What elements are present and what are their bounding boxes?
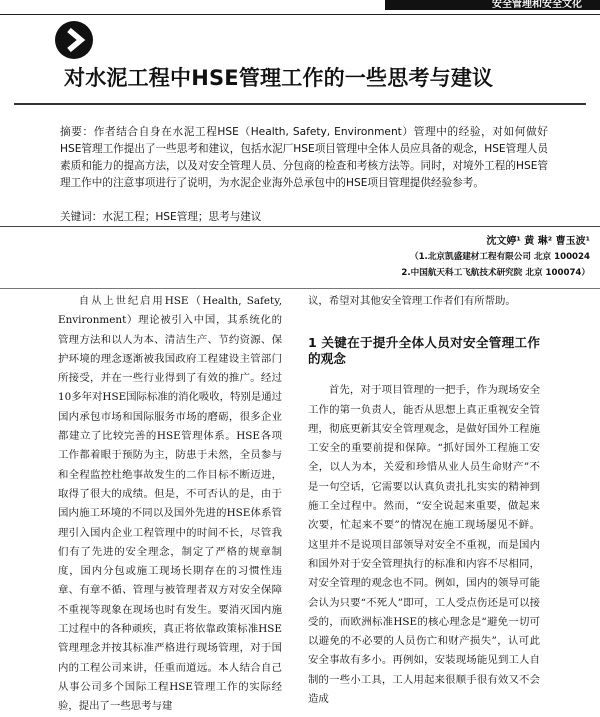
section-paragraph: 首先，对于项目管理的一把手，作为现场安全工作的第一负责人，能否从思想上真正重视安全管理，彻底更新其安全管理观念，是做好国外工程施工安全的重要前提和保障。“抓好国外工程施工安全，以人为本，关爱和珍惜从业人员生命财产”不是一句空话，它需要以认真负责扎扎实实的精神到施工全过程中。然而，“安全说起来重要，做起来次要，忙起来不要”的情况在施工现场屡见不鲜。这里并不是说项目部领导对安全不重视，而是国内和国外对于安全管理执行的标准和内容不尽相同，对安全管理的观念也不同。例如，国内的领导可能会认为只要“不死人”即可，工人受点伤还是可以接受的，而欧洲标准HSE的核心理念是“避免一切可以避免的不必要的人员伤亡和财产损失”，认可此安全事故有多小。再例如，安装现场能见到工人自制的一些小工具，工人用起来很顺手很有效又不会造成	[308, 384, 540, 706]
intro-paragraph-continued: 议，希望对其他安全管理工作者们有所帮助。	[308, 295, 516, 307]
header-divider	[0, 14, 600, 15]
affiliation-1: （1.北京凯盛建材工程有限公司 北京 100024	[409, 252, 590, 262]
keywords-divider	[0, 226, 600, 227]
keywords: 关键词：水泥工程；HSE管理；思考与建议	[60, 211, 262, 223]
intro-paragraph: 自从上世纪启用HSE（Health, Safety, Environment）理论被引入中国，其系统化的管理方法和以人为本、清洁生产、节约资源、保护环境的理念逐渐被我国政府工程建设主管部门所接受，并在一些行业得到了有效的推广。经过10多年对HSE国际标准的消化吸收，特别是通过国内承包市场和国际服务市场的磨砺，很多企业都建立了比较完善的HSE管理体系。HSE各项工作都着眼于预防为主，防患于未然，全员参与和全程监控杜绝事故发生的二作目标不断迈进，取得了很大的成绩。但是，不可否认的是，由于国内施工环境的不同以及国外先进的HSE体系管理引入国内企业工程管理中的时间不长，尽管我们有了先进的安全理念，制定了严格的规章制度，国内分包或施工现场长期存在的习惯性违章、有章不循、管理与被管理者双方对安全保障不重视等现象在现场也时有发生。要消灭国内施工过程中的各种顽疾，真正将依靠政策标准HSE管理理念并按其标准严格进行现场管理，对于国内的工程公司来讲，任重而道远。本人结合自己从事公司多个国际工程HSE管理工作的实际经验，提出了一些思考与建	[58, 295, 283, 713]
journal-section-header: 安全管理和安全文化	[385, 0, 600, 10]
abstract: 摘要：作者结合自身在水泥工程HSE（Health, Safety, Environment）管理中的经验，对如何做好HSE管理工作提出了一些思考和建议，包括水泥厂HSE项目管理中全体人员应具备的观念，HSE管理人员素质和能力的提高方法，以及对安全管理人员、分包商的检查和考核方法等。同时，对境外工程的HSE管理工作中的注意事项进行了说明，为水泥企业海外总承包中的HSE项目管理提供经验参考。	[60, 126, 548, 189]
body-column-left	[58, 292, 282, 717]
body-column-right	[308, 292, 540, 709]
author-list: 沈文婷¹ 黄 琳² 曹玉波¹	[486, 236, 590, 247]
affiliation-2: 2.中国航天科工飞航技术研究院 北京 100074）	[401, 268, 590, 278]
section-heading: 1 关键在于提升全体人员对安全管理工作的观念	[308, 335, 540, 367]
title-divider	[14, 103, 586, 105]
chevron-right-circle-icon	[54, 20, 94, 60]
affiliation-divider	[0, 288, 600, 289]
article-title: 对水泥工程中HSE管理工作的一些思考与建议	[64, 66, 494, 90]
